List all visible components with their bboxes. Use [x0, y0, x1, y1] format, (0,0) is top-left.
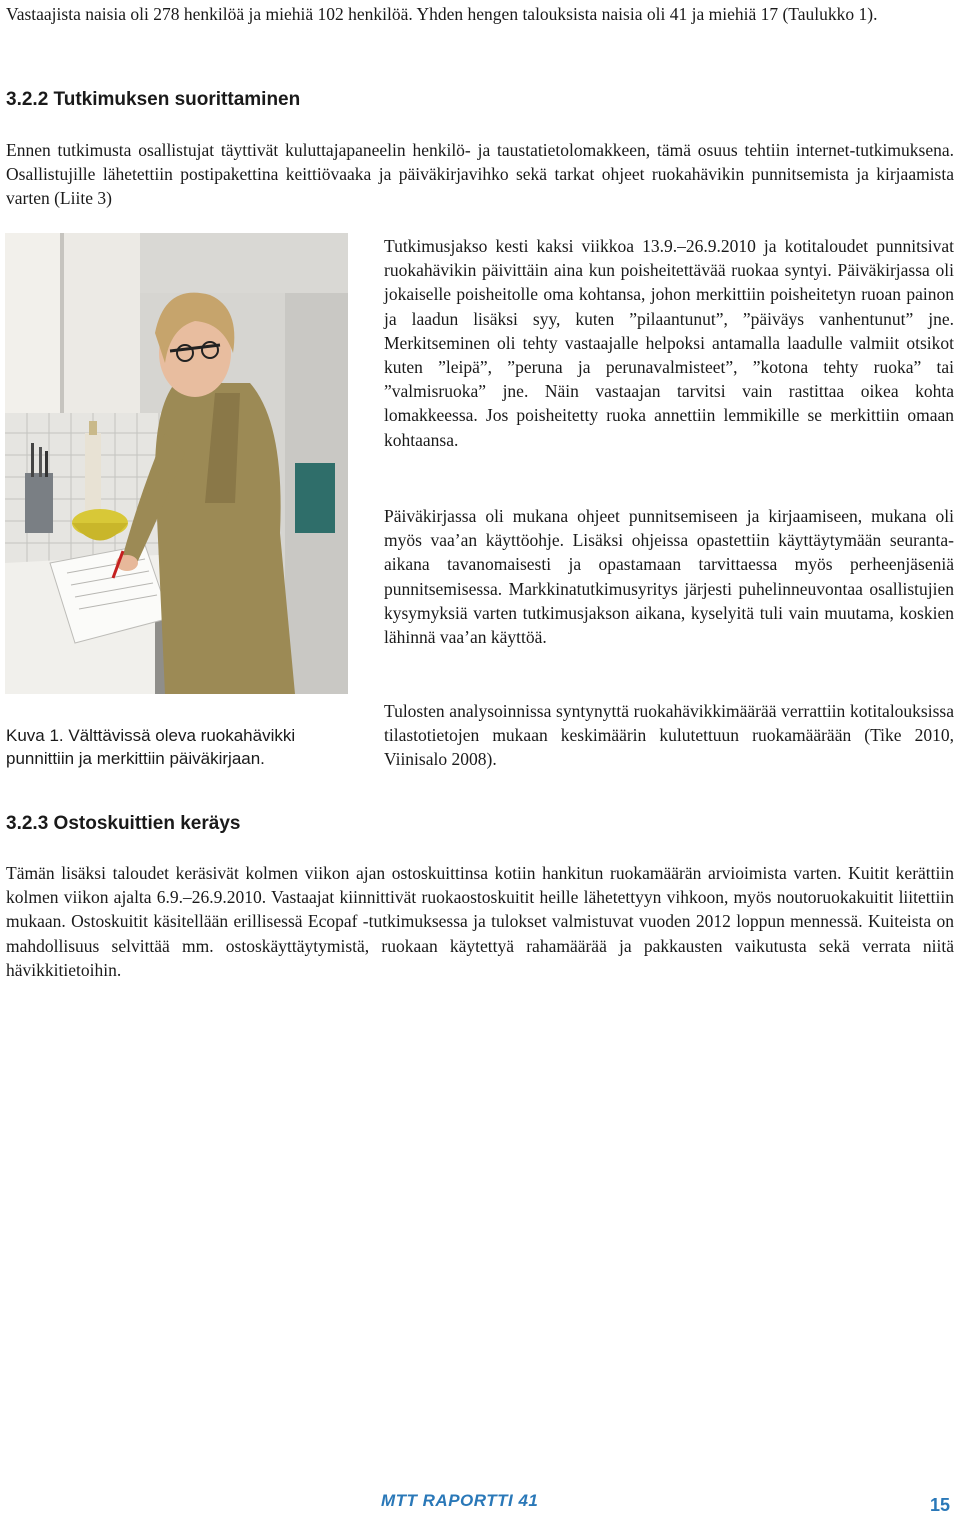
section-322-paragraph: Ennen tutkimusta osallistujat täyttivät kuluttajapaneelin henkilö- ja taustatietolomakkeen, tämä osuus tehtiin internet-tutkimuksena. Osallistujille lähetettiin postipakettina keittiövaaka ja päiväkirjavihko sekä tarkat ohjeet ruokahävikin punnitsemista ja kirjaamista varten (Liite 3)	[6, 140, 954, 209]
column-paragraph-1: Tutkimusjakso kesti kaksi viikkoa 13.9.–26.9.2010 ja kotitaloudet punnitsivat ruokahävikin päivittäin aina kun poisheitettävää ruokaa syntyi. Päiväkirjassa oli jokaiselle poisheitolle oma kohtansa, johon merkittiin poisheitetyn ruoan painon ja laadun lisäksi syy, kuten ”pilaantunut”, ”päiväys vanhentunut” jne. Merkitseminen oli tehty vastaajalle helpoksi antamalla laadulle valmiit otsikot kuten ”leipä”, ”peruna ja perunavalmisteet”, ”kotona tehty ruoka” tai ”valmisruoka” jne. Näin vastaajan tarvitsi vain rastittaa oikea kohta lomakkeessa. Jos poisheitetty ruoka annettiin lemmikille se merkittiin omaan kohtaansa.	[384, 236, 954, 450]
section-heading-323: 3.2.3 Ostoskuittien keräys	[6, 813, 241, 834]
page-number: 15	[930, 1495, 951, 1515]
footer-series-logo: MTT RAPORTTI 41	[381, 1491, 539, 1510]
intro-paragraph: Vastaajista naisia oli 278 henkilöä ja miehiä 102 henkilöä. Yhden hengen talouksista naisia oli 41 ja miehiä 17 (Taulukko 1).	[6, 4, 878, 24]
column-paragraph-2: Päiväkirjassa oli mukana ohjeet punnitsemiseen ja kirjaamiseen, mukana oli myös vaa’an käyttöohje. Lisäksi ohjeissa opastettiin käyttäytymään seuranta-aikana tavanomaisesti ja opastamaan tarvittaessa myös perheenjäseniä punnitsemisessa. Markkinatutkimusyritys järjesti puhelinneuvontaa osallistujien kysymyksiä varten tutkimusjakson aikana, kyselyitä tuli vain muutama, koskien lähinnä vaa’an käyttöä.	[384, 506, 954, 648]
column-paragraph-3: Tulosten analysoinnissa syntynyttä ruokahävikkimäärää verrattiin kotitalouksissa tilastotietojen mukaan keskimäärin kulutettuun ruokamäärään (Tike 2010, Viinisalo 2008).	[384, 701, 954, 770]
figure-caption: Kuva 1. Välttävissä oleva ruokahävikki punnittiin ja merkittiin päiväkirjaan.	[6, 726, 296, 768]
section-323-paragraph: Tämän lisäksi taloudet keräsivät kolmen viikon ajan ostoskuittinsa kotiin hankitun ruokamäärän arvioimista varten. Kuitit kerättiin kolmen viikon ajalta 6.9.–26.9.2010. Vastaajat kiinnittivät ruokaostoskuitit heille lähetettyyn vihkoon, myös noutoruokakuitit liitettiin mukaan. Ostoskuitit käsitellään erillisessä Ecopaf -tutkimuksessa ja tulokset valmistuvat vuoden 2012 loppun mennessä. Kuiteista on mahdollisuus selvittää mm. ostoskäyttäytymistä, ruokaan käytettyä rahamäärää ja pakkausten vaikutusta sekä verrata niitä hävikkitietoihin.	[6, 863, 954, 980]
figure-photo	[5, 233, 348, 694]
section-heading-322: 3.2.2 Tutkimuksen suorittaminen	[6, 89, 301, 110]
